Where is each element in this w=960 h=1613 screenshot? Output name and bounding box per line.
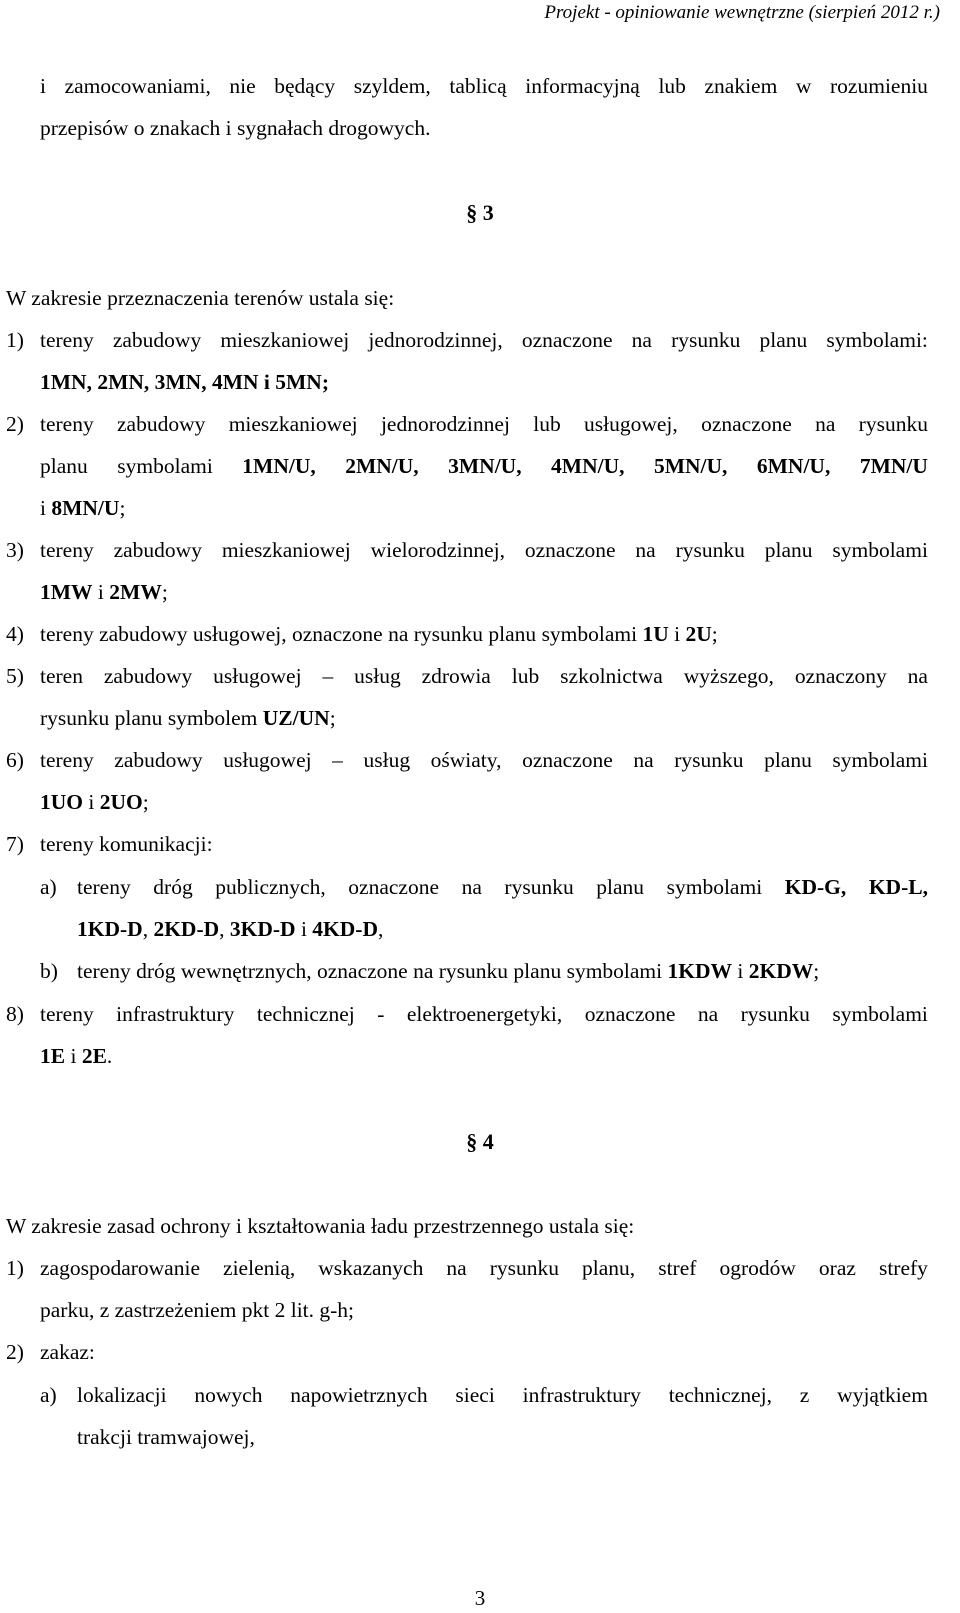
word: rysunku bbox=[674, 748, 744, 772]
word: planu bbox=[759, 328, 808, 352]
word: na bbox=[697, 1002, 719, 1026]
word: mieszkaniowej bbox=[220, 328, 350, 352]
word: zagospodarowanie bbox=[40, 1256, 200, 1280]
word: planu bbox=[764, 748, 812, 772]
word: tablicą bbox=[449, 74, 507, 98]
word: i bbox=[40, 74, 46, 98]
word: symbolami bbox=[117, 454, 213, 478]
word: informacyjną bbox=[525, 74, 640, 98]
word: zielenią, bbox=[223, 1256, 296, 1280]
word: infrastruktury bbox=[522, 1383, 641, 1407]
word: tereny bbox=[40, 412, 94, 436]
word: KD-L, bbox=[868, 875, 928, 899]
word: z bbox=[799, 1383, 810, 1407]
word: 3MN/U, bbox=[448, 454, 522, 478]
word: technicznej, bbox=[668, 1383, 772, 1407]
word: infrastruktury bbox=[116, 1002, 235, 1026]
word: nowych bbox=[194, 1383, 263, 1407]
word: zabudowy bbox=[114, 748, 203, 772]
word: wyższego, bbox=[683, 664, 774, 688]
word: 6MN/U, bbox=[756, 454, 831, 478]
word: w bbox=[795, 74, 812, 98]
word: tereny bbox=[40, 748, 94, 772]
word: lokalizacji bbox=[77, 1383, 167, 1407]
document-header: Projekt - opiniowanie wewnętrzne (sierpień 2012 r.) bbox=[544, 2, 940, 23]
word: symbolami bbox=[832, 538, 928, 562]
word: rysunku bbox=[858, 412, 928, 436]
word: 4MN/U, bbox=[551, 454, 625, 478]
word: oznaczone bbox=[524, 538, 616, 562]
word: planu, bbox=[582, 1256, 636, 1280]
word: elektroenergetyki, bbox=[406, 1002, 563, 1026]
word: lub bbox=[658, 74, 686, 98]
word: wielorodzinnej, bbox=[370, 538, 505, 562]
word: 5MN/U, bbox=[653, 454, 728, 478]
word: stref bbox=[658, 1256, 697, 1280]
word: oznaczone bbox=[584, 1002, 676, 1026]
justified-text bbox=[40, 1000, 928, 1028]
word: będący bbox=[274, 74, 336, 98]
word: mieszkaniowej bbox=[228, 412, 358, 436]
word: zabudowy bbox=[112, 328, 202, 352]
word: usługowej, bbox=[584, 412, 678, 436]
word: dróg bbox=[153, 875, 193, 899]
section-4-heading: § 4 bbox=[466, 1129, 494, 1154]
justified-text bbox=[40, 662, 928, 690]
word: na bbox=[815, 412, 836, 436]
word: symbolami: bbox=[826, 328, 928, 352]
word: na bbox=[907, 664, 928, 688]
justified-text bbox=[40, 746, 928, 774]
word: napowietrznych bbox=[290, 1383, 428, 1407]
word: na bbox=[446, 1256, 467, 1280]
word: symbolami bbox=[832, 1002, 928, 1026]
word: nie bbox=[229, 74, 256, 98]
word: zdrowia bbox=[421, 664, 491, 688]
word: na bbox=[633, 748, 654, 772]
word: na bbox=[461, 875, 482, 899]
word: zabudowy bbox=[113, 538, 202, 562]
word: teren bbox=[40, 664, 83, 688]
word: usługowej bbox=[213, 664, 302, 688]
word: rysunku bbox=[671, 328, 741, 352]
word: planu bbox=[596, 875, 645, 899]
word: tereny bbox=[40, 1002, 94, 1026]
word: tereny bbox=[40, 538, 94, 562]
word: publicznych, bbox=[215, 875, 326, 899]
word: symbolami bbox=[666, 875, 763, 899]
word: rysunku bbox=[504, 875, 574, 899]
word: oznaczony bbox=[794, 664, 887, 688]
word: symbolami bbox=[832, 748, 928, 772]
word: – bbox=[332, 748, 343, 772]
word: usługowej bbox=[223, 748, 312, 772]
word: szkolnictwa bbox=[560, 664, 663, 688]
word: oznaczone bbox=[521, 328, 613, 352]
word: oraz bbox=[818, 1256, 856, 1280]
word: 1MN/U, bbox=[242, 454, 316, 478]
word: strefy bbox=[878, 1256, 928, 1280]
word: – bbox=[322, 664, 334, 688]
word: znakiem bbox=[704, 74, 778, 98]
justified-text bbox=[40, 410, 928, 438]
word: technicznej bbox=[256, 1002, 355, 1026]
word: lub bbox=[511, 664, 540, 688]
word: zabudowy bbox=[103, 664, 193, 688]
word: 7MN/U bbox=[859, 454, 928, 478]
word: planu bbox=[764, 538, 813, 562]
word: sieci bbox=[455, 1383, 495, 1407]
word: zamocowaniami, bbox=[64, 74, 211, 98]
page-number: 3 bbox=[474, 1586, 486, 1610]
word: usług bbox=[354, 664, 401, 688]
justified-text bbox=[40, 72, 928, 100]
word: - bbox=[377, 1002, 385, 1026]
word: jednorodzinnej, bbox=[368, 328, 503, 352]
word: ogrodów bbox=[719, 1256, 796, 1280]
word: oznaczone bbox=[348, 875, 439, 899]
word: zabudowy bbox=[117, 412, 206, 436]
section-3-heading: § 3 bbox=[466, 200, 494, 225]
word: rysunku bbox=[675, 538, 745, 562]
word: wyjątkiem bbox=[837, 1383, 928, 1407]
word: tereny bbox=[40, 328, 94, 352]
word: na bbox=[631, 328, 652, 352]
word: tereny bbox=[77, 875, 131, 899]
word: szyldem, bbox=[353, 74, 431, 98]
word: rozumieniu bbox=[830, 74, 928, 98]
word: usług bbox=[363, 748, 411, 772]
word: rysunku bbox=[489, 1256, 559, 1280]
justified-text bbox=[40, 536, 928, 564]
word: jednorodzinnej bbox=[380, 412, 510, 436]
word: 2MN/U, bbox=[345, 454, 419, 478]
word: wskazanych bbox=[318, 1256, 424, 1280]
word: oświaty, bbox=[430, 748, 502, 772]
justified-text bbox=[40, 452, 928, 480]
justified-text bbox=[77, 873, 928, 901]
word: oznaczone bbox=[522, 748, 613, 772]
word: mieszkaniowej bbox=[221, 538, 351, 562]
word: KD-G, bbox=[784, 875, 847, 899]
word: oznaczone bbox=[701, 412, 792, 436]
justified-text bbox=[40, 1254, 928, 1282]
word: rysunku bbox=[740, 1002, 810, 1026]
word: lub bbox=[533, 412, 561, 436]
word: na bbox=[635, 538, 656, 562]
justified-text bbox=[77, 1381, 928, 1409]
justified-text bbox=[40, 326, 928, 354]
word: planu bbox=[40, 454, 88, 478]
